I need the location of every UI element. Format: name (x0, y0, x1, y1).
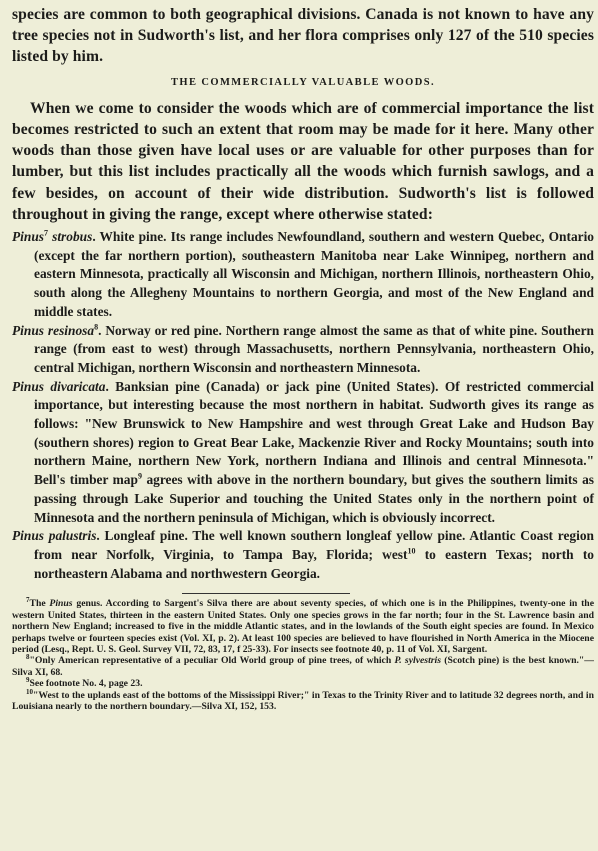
footnote-number: 10 (26, 687, 33, 696)
footnote-text: "Only American representative of a peculiar Old World group of pine trees, of which (29, 655, 395, 667)
footnote (12, 687, 594, 713)
species-description: . Longleaf pine. The well known southern longleaf yellow pine. Atlantic Coast region from near Norfolk, Virginia, to Tampa Bay, Florida; west (34, 528, 594, 562)
species-description: . White pine. Its range includes Newfoundland, southern and western Quebec, Ontario (except the far northern portion), southeastern Manitoba near Lake Winnipeg, northern and eastern Minnesota, practically all Wisconsin and Michigan, northern Illinois, northeastern Ohio, south along the Allegheny Mountains to northern Georgia, and most of the New England and middle states. (34, 229, 594, 319)
footnote-ref: 8 (94, 322, 99, 332)
species-name-epithet: strobus (48, 229, 93, 245)
species-description-cont: agrees with above in the northern boundary, but gives the southern limits as passing through Lake Superior and touching the United States only in the northern point of Minnesota and the northern peninsula of Michigan, which is obviously incorrect. (34, 472, 594, 525)
footnote-divider (182, 593, 350, 594)
footnote-number: 8 (26, 653, 30, 662)
footnote-ref: 9 (137, 471, 142, 481)
footnote-number: 9 (26, 676, 30, 684)
footnote-italic: Pinus (49, 598, 73, 610)
footnote-text-cont: genus. According to Sargent's Silva there are about seventy species, of which one is in the Philippines, twenty-one in the western United States, thirteen in the eastern United States. Only one species grows in the far north; four in the St. Lawrence basin and northern New England; increased to five in the middle Atlantic states, and in the lowlands of the South eight species are found. In Mexico perhaps twelve or fourteen species exist (Vol. XI, p. 2). At least 100 species are believed to have flourished in North America in the Miocene period (Lesq., Rept. U. S. Geol. Survey VII, 72, 83, 17, f 25-33). For insects see footnote 40, p. 11 of Vol. XI, Sargent. (12, 598, 594, 656)
species-name: Pinus palustris (12, 528, 97, 544)
species-description-cont: to eastern Texas; north to northeastern Alabama and northwestern Georgia. (34, 546, 594, 581)
footnote-ref: 10 (407, 546, 416, 556)
species-name: Pinus resinosa (12, 322, 95, 338)
footnote-text-cont: (Scotch pine) is the best known."—Silva XI, 68. (12, 655, 594, 678)
species-entry (12, 378, 594, 528)
species-description: . Norway or red pine. Northern range almost the same as that of white pine. Southern range (from east to west) through Massachusetts, northern Pennsylvania, northeastern Ohio, central Michigan, northern Wisconsin and northeastern Minnesota. (34, 322, 594, 375)
species-description: . Banksian pine (Canada) or jack pine (United States). Of restricted commercial importance, but interesting because the most northern in habitat. Sudworth gives its range as follows: "New Brunswick to New Hampshire and west through Great Lake and Hudson Bay (southern shores) region to Great Bear Lake, Mackenzie River and Rocky Mountains; south into northern Maine, northern New York, northern Indiana and Illinois and central Minnesota." Bell's timber map (34, 378, 594, 488)
species-list (12, 228, 594, 583)
footnotes (12, 598, 594, 712)
species-name: Pinus (12, 229, 45, 245)
body-text-large (12, 4, 594, 225)
footnote-ref: 7 (44, 228, 49, 238)
section-heading: THE COMMERCIALLY VALUABLE WOODS. (171, 76, 435, 88)
footnote (12, 598, 594, 655)
footnote-text: The (29, 598, 50, 610)
species-entry (12, 322, 594, 378)
footnote (12, 655, 594, 678)
species-entry (12, 228, 594, 322)
footnote-text: See footnote No. 4, page 23. (29, 678, 143, 690)
species-name: Pinus divaricata (12, 378, 106, 394)
footnote-number: 7 (26, 596, 30, 605)
footnote-text: "West to the uplands east of the bottoms of the Mississippi River;" in Texas to the Trinity River and to latitude 32 degrees north, and in Louisiana nearly to the northern boundary.—Silva XI, 152, 153. (12, 689, 594, 713)
paragraph-woods: When we come to consider the woods which are of commercial importance the list becomes restricted to such an extent that room may be made for it here. Many other woods than those given have local uses or are valuable for other purposes than for lumber, but this list includes practically all the woods which furnish sawlogs, and a few besides, on account of their wide distribution. Sudworth's list is followed throughout in giving the range, except where otherwise stated: (12, 99, 594, 223)
footnote-italic: P. sylvestris (394, 655, 441, 667)
species-entry (12, 527, 594, 583)
intro-paragraph: species are common to both geographical divisions. Canada is not known to have any tree species not in Sudworth's list, and her flora comprises only 127 of the 510 species listed by him. (12, 6, 594, 66)
footnote (12, 678, 594, 689)
